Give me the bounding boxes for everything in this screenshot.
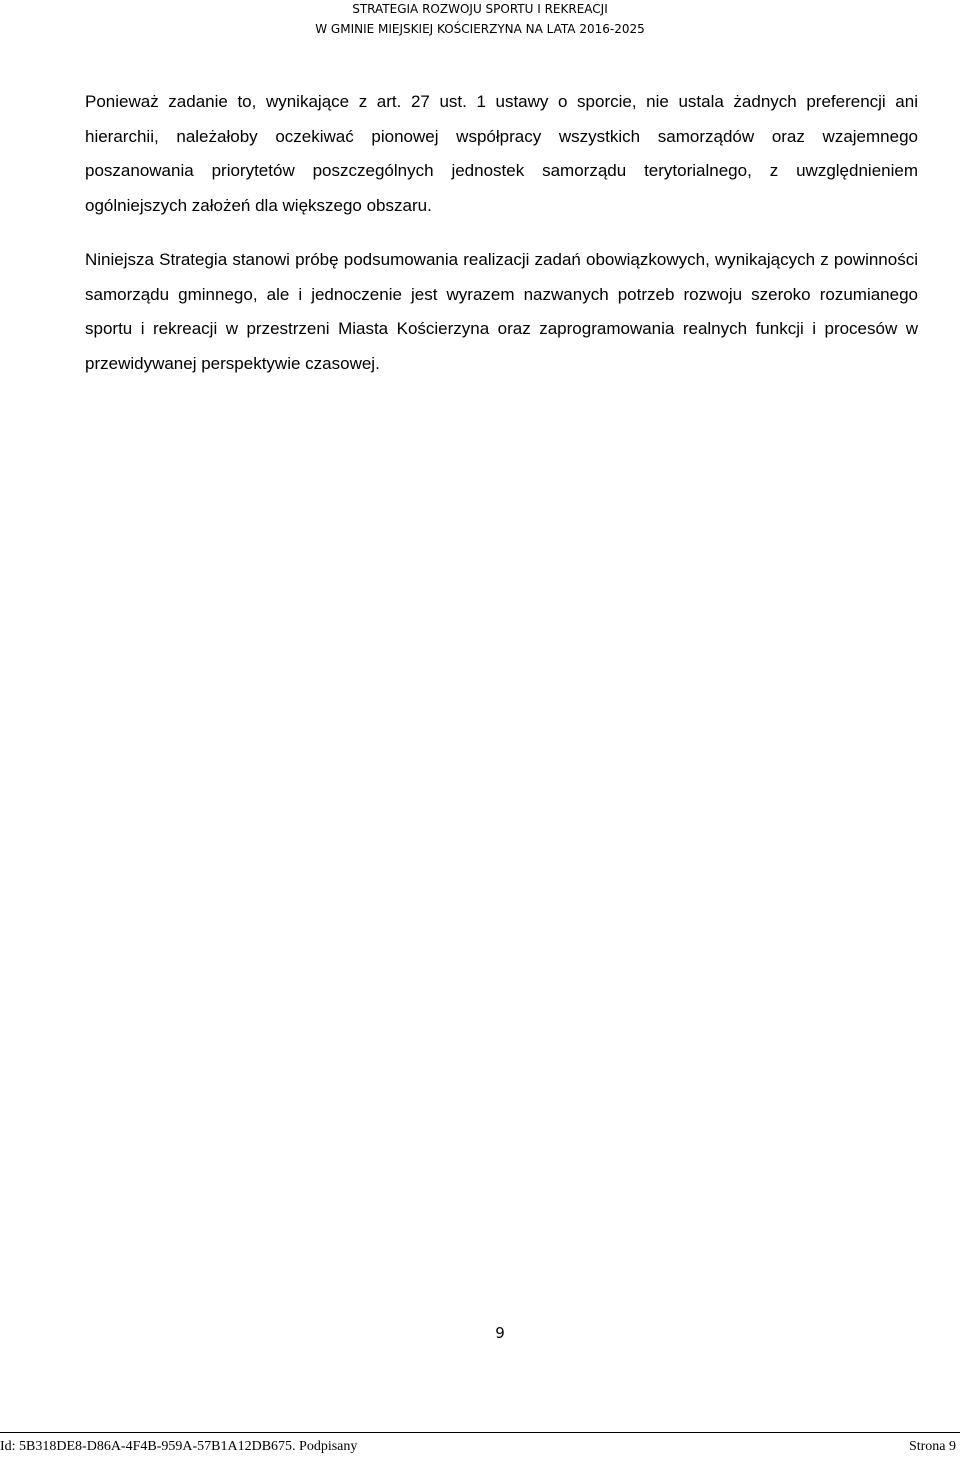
footer-divider — [0, 1432, 960, 1433]
header-subtitle: W GMINIE MIEJSKIEJ KOŚCIERZYNA NA LATA 2016-2025 — [315, 22, 645, 36]
header-title: STRATEGIA ROZWOJU SPORTU I REKREACJI — [352, 2, 608, 16]
footer-page-label: Strona 9 — [908, 1439, 956, 1454]
page-number: 9 — [495, 1324, 505, 1342]
body-paragraph-2: Niniejsza Strategia stanowi próbę podsumowania realizacji zadań obowiązkowych, wynikających z powinności samorządu gminnego, ale i jednoczenie jest wyrazem nazwanych potrzeb rozwoju szeroko rozumianego sportu i rekreacji w przestrzeni Miasta Kościerzyna oraz zaprogramowania realnych funkcji i procesów w przewidywanej perspektywie czasowej. — [85, 250, 918, 373]
body-paragraph-1: Ponieważ zadanie to, wynikające z art. 27 ust. 1 ustawy o sporcie, nie ustala żadnych preferencji ani hierarchii, należałoby oczekiwać pionowej współpracy wszystkich samorządów oraz wzajemnego poszanowania priorytetów poszczególnych jednostek samorządu terytorialnego, z uwzględnieniem ogólniejszych założeń dla większego obszaru. — [85, 92, 918, 215]
footer-document-id: Id: 5B318DE8-D86A-4F4B-959A-57B1A12DB675. Podpisany — [0, 1439, 358, 1454]
